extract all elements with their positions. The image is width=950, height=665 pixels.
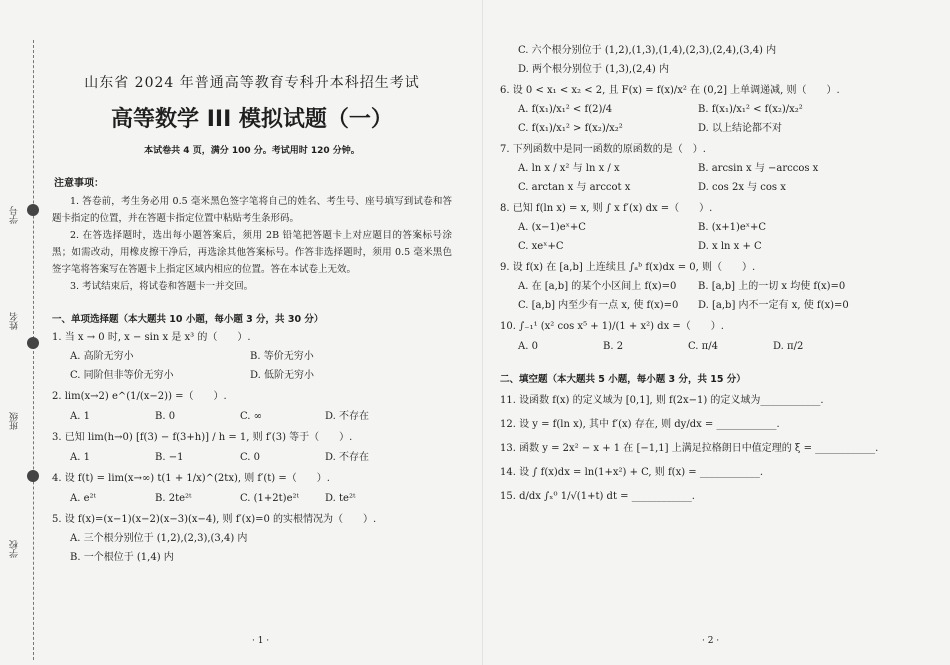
option-group (70, 349, 452, 384)
question (500, 201, 940, 255)
notice-item: 2. 在答选择题时，选出每小题答案后，须用 2B 铅笔把答题卡上对应题目的答案标号涂黑；如需改动，用橡皮擦干净后，再选涂其他答案标号。作答非选择题时，须用 0.5 毫米黑色签字笔将答案写在答题卡上指定区域内相应的位置。答在本试卷上无效。 (52, 230, 452, 275)
left-page (52, 72, 452, 566)
answer-option: C. ∞ (240, 411, 262, 422)
answer-option: A. 在 [a,b] 的某个小区间上 f(x)=0 (518, 281, 677, 292)
notice-item: 3. 考试结束后，将试卷和答题卡一并交回。 (70, 281, 254, 292)
answer-option: A. e²ᵗ (70, 493, 96, 504)
binding-hole (27, 204, 39, 216)
question (52, 512, 452, 566)
answer-option: D. 以上结论都不对 (698, 123, 783, 134)
answer-option: B. 一个根位于 (1,4) 内 (70, 552, 174, 563)
option-group (518, 102, 940, 137)
student-id-label: 学号 (10, 206, 20, 224)
cut-line (33, 40, 34, 660)
page-number: · 2 · (702, 636, 720, 646)
answer-option: B. arcsin x 与 −arccos x (698, 163, 819, 174)
option-group (518, 161, 940, 196)
question-stem: 8. 已知 f(ln x) = x, 则 ∫ x f′(x) dx =（ ）. (500, 203, 713, 214)
answer-option: D. x ln x + C (698, 241, 762, 252)
question-stem: 1. 当 x → 0 时, x − sin x 是 x³ 的（ ）. (52, 332, 251, 343)
question-list (500, 83, 940, 355)
binding-hole (27, 470, 39, 482)
fill-question: 12. 设 y = f(ln x), 其中 f′(x) 存在, 则 dy/dx = ____________. (500, 419, 780, 430)
answer-option: A. ln x / x² 与 ln x / x (518, 163, 620, 174)
answer-option: B. 2 (603, 341, 624, 352)
question-list (52, 330, 452, 566)
exam-subtitle: 本试卷共 4 页，满分 100 分。考试用时 120 分钟。 (144, 146, 360, 156)
answer-option: D. 低阶无穷小 (250, 370, 315, 381)
answer-option: A. (x−1)eˣ+C (518, 222, 586, 233)
fill-question-list (500, 393, 940, 505)
question-stem: 9. 设 f(x) 在 [a,b] 上连续且 ∫ₐᵇ f(x)dx = 0, 则（ ）. (500, 262, 756, 273)
answer-option: D. 两个根分别位于 (1,3),(2,4) 内 (518, 64, 669, 75)
binding-hole (27, 337, 39, 349)
option-group (518, 339, 940, 355)
exam-name: 山东省 2024 年普通高等教育专科升本科招生考试 (84, 75, 420, 91)
answer-option: B. (x+1)eˣ+C (698, 222, 767, 233)
notice-item: 1. 答卷前，考生务必用 0.5 毫米黑色签字笔将自己的姓名、考生号、座号填写到试卷和答题卡指定的位置，并在答题卡指定位置中粘贴考生条形码。 (52, 196, 452, 224)
name-label: 姓名 (10, 312, 20, 330)
answer-option: B. 等价无穷小 (250, 351, 314, 362)
class-label: 班级 (10, 412, 20, 430)
fill-question: 11. 设函数 f(x) 的定义域为 [0,1], 则 f(2x−1) 的定义域为____________. (500, 395, 824, 406)
option-group (518, 279, 940, 314)
answer-option: C. 六个根分别位于 (1,2),(1,3),(1,4),(2,3),(2,4),(3,4) 内 (518, 45, 777, 56)
answer-option: A. 0 (518, 341, 538, 352)
option-group (518, 220, 940, 255)
question (500, 142, 940, 196)
right-page (500, 40, 940, 505)
question-stem: 7. 下列函数中是同一函数的原函数的是（ ）. (500, 144, 706, 155)
answer-option: D. te²ᵗ (325, 493, 356, 504)
section-heading: 二、填空题（本大题共 5 小题，每小题 3 分，共 15 分） (500, 374, 746, 385)
question-stem: 3. 已知 lim(h→0) [f(3) − f(3+h)] / h = 1, 则 f′(3) 等于（ ）. (52, 432, 353, 443)
answer-option: C. 0 (240, 452, 261, 463)
answer-option: B. −1 (155, 452, 184, 463)
question-stem: 4. 设 f(t) = lim(x→∞) t(1 + 1/x)^(2tx), 则 f′(t) =（ ）. (52, 473, 330, 484)
fill-question: 15. d/dx ∫ₓ⁰ 1/√(1+t) dt = ____________. (500, 491, 695, 502)
answer-option: B. f(x₁)/x₁² < f(x₂)/x₂² (698, 104, 803, 115)
question (52, 430, 452, 466)
binding-margin (0, 0, 48, 665)
answer-option: A. 高阶无穷小 (70, 351, 134, 362)
answer-option: C. π/4 (688, 341, 718, 352)
answer-option: D. 不存在 (325, 411, 370, 422)
page-fold (482, 0, 483, 665)
question (52, 471, 452, 507)
question-stem: 2. lim(x→2) e^(1/(x−2)) =（ ）. (52, 391, 227, 402)
question (52, 330, 452, 384)
notice-heading: 注意事项： (54, 178, 104, 189)
answer-option: B. [a,b] 上的一切 x 均使 f(x)=0 (698, 281, 846, 292)
question (500, 83, 940, 137)
section-heading: 一、单项选择题（本大题共 10 小题，每小题 3 分，共 30 分） (52, 314, 324, 325)
answer-option: A. f(x₁)/x₁² < f(2)/4 (518, 104, 613, 115)
fill-question: 14. 设 ∫ f(x)dx = ln(1+x²) + C, 则 f(x) = ____________. (500, 467, 764, 478)
answer-option: C. arctan x 与 arccot x (518, 182, 631, 193)
answer-option: A. 1 (70, 452, 90, 463)
answer-option: C. [a,b] 内至少有一点 x, 使 f(x)=0 (518, 300, 679, 311)
answer-option: C. 同阶但非等价无穷小 (70, 370, 174, 381)
answer-option: D. cos 2x 与 cos x (698, 182, 786, 193)
option-group (70, 491, 452, 507)
answer-option: D. 不存在 (325, 452, 370, 463)
answer-option: C. xeˣ+C (518, 241, 564, 252)
page-title: 高等数学 III 模拟试题（一） (111, 107, 393, 132)
answer-option: C. f(x₁)/x₁² > f(x₂)/x₂² (518, 123, 623, 134)
question-continuation (500, 43, 940, 78)
answer-option: B. 0 (155, 411, 176, 422)
question-stem: 6. 设 0 < x₁ < x₂ < 2, 且 F(x) = f(x)/x² 在 (0,2] 上单调递减, 则（ ）. (500, 85, 840, 96)
question (500, 319, 940, 355)
school-label: 学校 (10, 540, 20, 558)
option-group (70, 409, 452, 425)
fill-question: 13. 函数 y = 2x² − x + 1 在 [−1,1] 上满足拉格朗日中值定理的 ξ = ____________. (500, 443, 879, 454)
notice-list (52, 193, 452, 295)
answer-option: B. 2te²ᵗ (155, 493, 192, 504)
question-stem: 5. 设 f(x)=(x−1)(x−2)(x−3)(x−4), 则 f′(x)=0 的实根情况为（ ）. (52, 514, 377, 525)
answer-option: A. 三个根分别位于 (1,2),(2,3),(3,4) 内 (70, 533, 248, 544)
question (52, 389, 452, 425)
answer-option: D. π/2 (773, 341, 804, 352)
answer-option: A. 1 (70, 411, 90, 422)
question-stem: 10. ∫₋₁¹ (x² cos x⁵ + 1)/(1 + x²) dx =（ ）. (500, 321, 724, 332)
option-group (70, 450, 452, 466)
answer-option: D. [a,b] 内不一定有 x, 使 f(x)=0 (698, 300, 849, 311)
question (500, 260, 940, 314)
answer-option: C. (1+2t)e²ᵗ (240, 493, 299, 504)
page-number: · 1 · (252, 636, 270, 646)
